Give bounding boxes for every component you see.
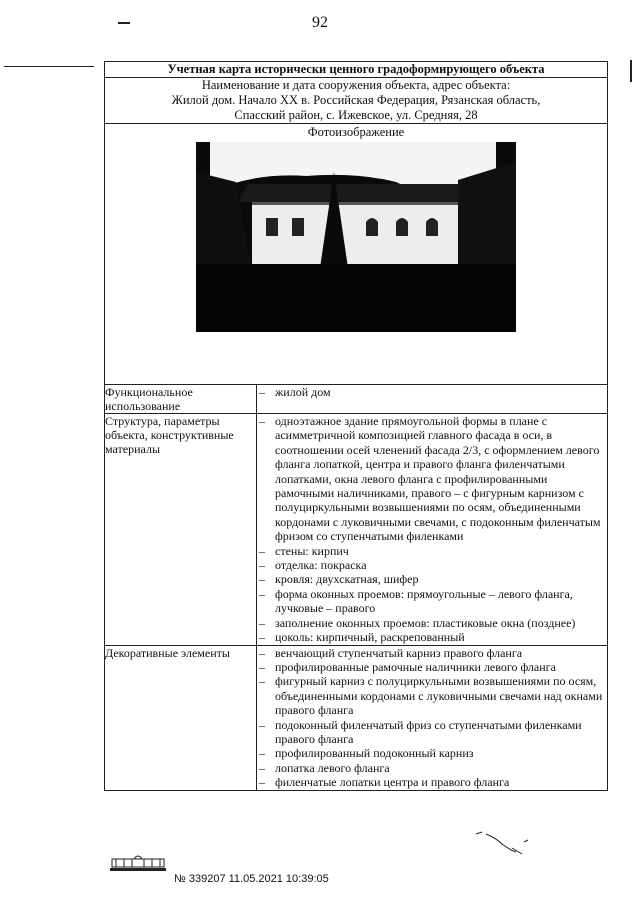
page-number: 92 — [312, 14, 328, 31]
signature — [472, 828, 532, 858]
list-item: – кровля: двухскатная, шифер — [257, 572, 607, 586]
list-item: – заполнение оконных проемов: пластиковые окна (позднее) — [257, 616, 607, 630]
list-item: – фигурный карниз с полуциркульными возвышениями по осям, объединенными кордонами с луковичными свечами над окнами правого фланга — [257, 674, 607, 717]
list-item: – лопатка левого фланга — [257, 761, 607, 775]
list-item: – стены: кирпич — [257, 544, 607, 558]
scan-mark-left — [4, 66, 94, 67]
list-item: – подоконный филенчатый фриз со ступенчатыми филенками правого фланга — [257, 718, 607, 747]
list-item: – профилированные рамочные наличники левого фланга — [257, 660, 607, 674]
row-function — [105, 385, 608, 414]
photo-block — [105, 124, 608, 385]
row-label: Функциональное использование — [105, 385, 257, 414]
row-value — [257, 385, 608, 414]
object-name-line-2: Спасский район, с. Ижевское, ул. Средняя, 28 — [234, 108, 478, 122]
row-value — [257, 645, 608, 790]
list-item: – филенчатые лопатки центра и правого фланга — [257, 775, 607, 789]
list-item: – отделка: покраска — [257, 558, 607, 572]
row-label: Структура, параметры объекта, конструктивные материалы — [105, 414, 257, 646]
row-value — [257, 414, 608, 646]
list-item: – одноэтажное здание прямоугольной формы в плане с асимметричной композицией главного фасада в оси, в соотношении осей членений фасада 2/3, с оформлением левого фланга лопаткой, центра и правого фланга филенчатыми лопатками, окна левого фланга с профилированными рамочными наличниками, правого – с фигурным карнизом с полуциркульными возвышениями по осям, объединенными кордонами с луковичными свечами, с подоконным филенчатым фризом со ступенчатыми филенками — [257, 414, 607, 544]
object-name-line-1: Жилой дом. Начало XX в. Российская Федерация, Рязанская область, — [171, 93, 541, 107]
record-card — [104, 61, 608, 791]
building-photo-image — [196, 142, 516, 332]
object-name-heading: Наименование и дата сооружения объекта, адрес объекта: — [201, 78, 511, 92]
card-title: Учетная карта исторически ценного градоформирующего объекта — [105, 62, 608, 78]
document-stamp: № 339207 11.05.2021 10:39:05 — [174, 873, 329, 885]
list-item: – цоколь: кирпичный, раскрепованный — [257, 630, 607, 644]
scan-mark — [118, 22, 130, 24]
row-structure — [105, 414, 608, 646]
object-name-block — [105, 78, 608, 124]
row-decorative — [105, 645, 608, 790]
registry-logo — [106, 852, 170, 874]
scan-mark-right — [630, 60, 632, 82]
building-photo — [196, 142, 516, 332]
list-item: – форма оконных проемов: прямоугольные – левого фланга, лучковые – правого — [257, 587, 607, 616]
row-label: Декоративные элементы — [105, 645, 257, 790]
list-item: – профилированный подоконный карниз — [257, 746, 607, 760]
list-item: – жилой дом — [257, 385, 607, 399]
list-item: – венчающий ступенчатый карниз правого фланга — [257, 646, 607, 660]
photo-label: Фотоизображение — [307, 125, 405, 139]
